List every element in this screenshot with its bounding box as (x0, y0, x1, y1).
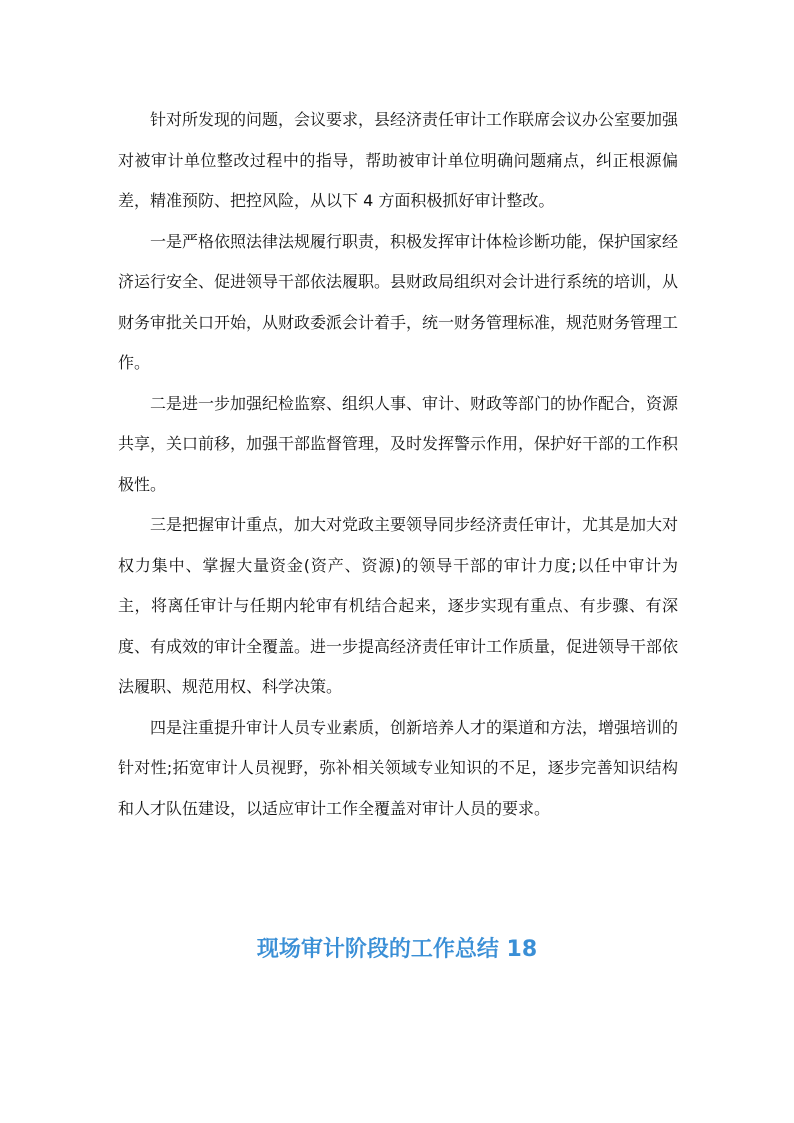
paragraph-2: 一是严格依照法律法规履行职责，积极发挥审计体检诊断功能，保护国家经济运行安全、促进领导干部依法履职。县财政局组织对会计进行系统的培训，从财务审批关口开始，从财政委派会计着手，统一财务管理标准，规范财务管理工作。 (118, 231, 679, 372)
document-body (118, 100, 678, 829)
paragraph-3: 二是进一步加强纪检监察、组织人事、审计、财政等部门的协作配合，资源共享，关口前移，加强干部监督管理，及时发挥警示作用，保护好干部的工作积极性。 (118, 393, 679, 494)
paragraph-5: 四是注重提升审计人员专业素质，创新培养人才的渠道和方法，增强培训的针对性;拓宽审计人员视野，弥补相关领域专业知识的不足，逐步完善知识结构和人才队伍建设，以适应审计工作全覆盖对审计人员的要求。 (118, 717, 679, 818)
paragraph-1: 针对所发现的问题，会议要求，县经济责任审计工作联席会议办公室要加强对被审计单位整改过程中的指导，帮助被审计单位明确问题痛点，纠正根源偏差，精准预防、把控风险，从以下 4 方面积极抓好审计整改。 (118, 110, 679, 210)
paragraph-4: 三是把握审计重点，加大对党政主要领导同步经济责任审计，尤其是加大对权力集中、掌握大量资金(资产、资源)的领导干部的审计力度;以任中审计为主，将离任审计与任期内轮审有机结合起来，逐步实现有重点、有步骤、有深度、有成效的审计全覆盖。进一步提高经济责任审计工作质量，促进领导干部依法履职、规范用权、科学决策。 (118, 515, 679, 696)
section-heading: 现场审计阶段的工作总结 18 (256, 937, 538, 962)
